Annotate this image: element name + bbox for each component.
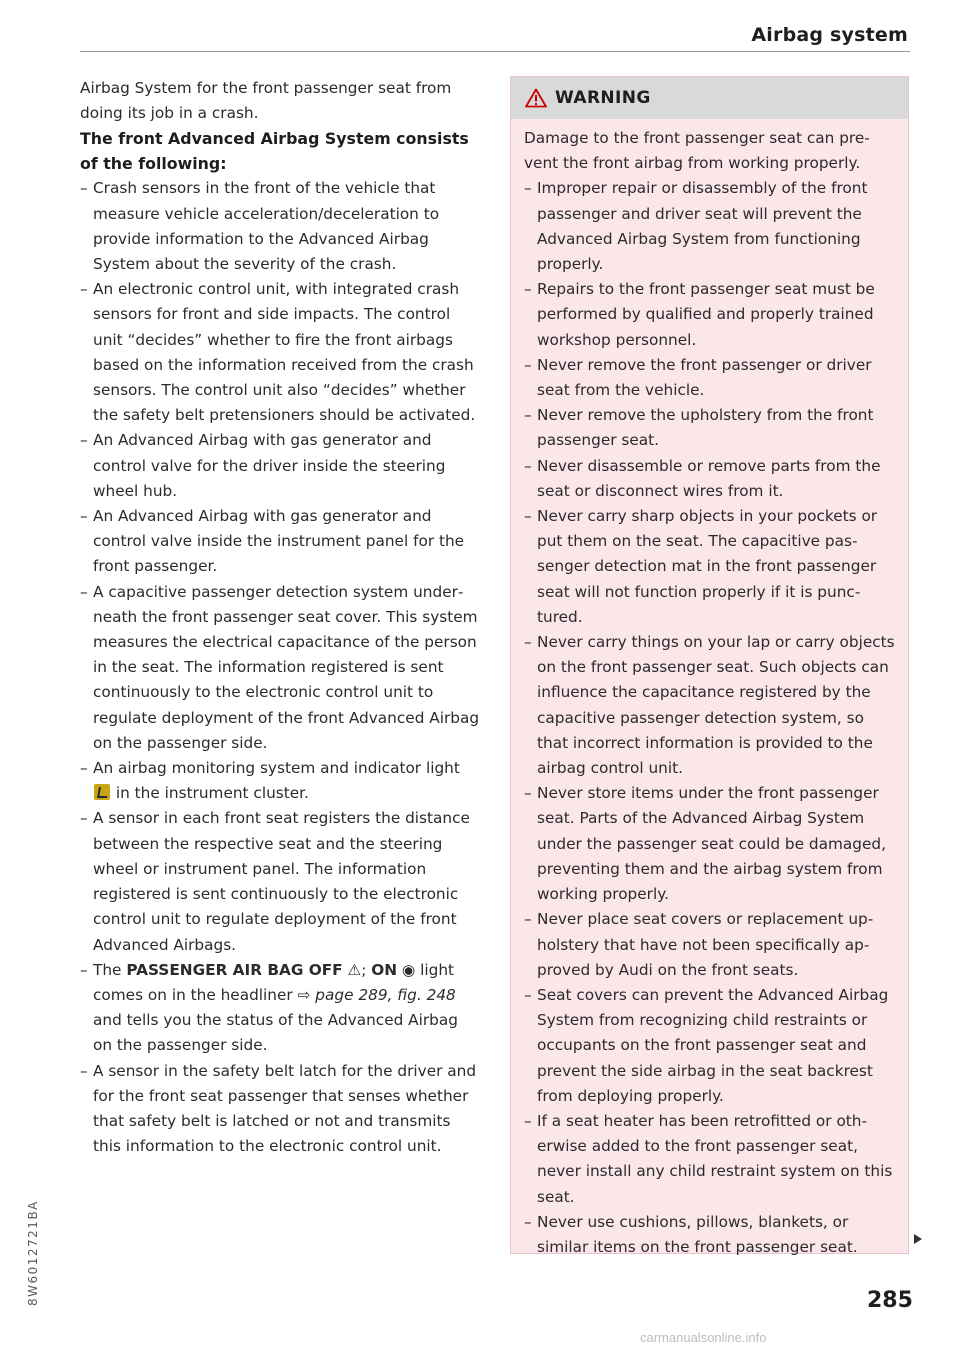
separator: ;: [361, 960, 367, 979]
left-column: [80, 76, 480, 1159]
list-item: – Repairs to the front passenger seat must be performed by qualified and properly trained workshop personnel.: [524, 277, 896, 353]
list-item: – An Advanced Airbag with gas generator and control valve inside the instrument panel for the front passenger.: [80, 504, 480, 580]
list-item: – Never carry sharp objects in your pockets or put them on the seat. The capacitive passenger detection mat in the front passenger seat will not function properly if it is punctured.: [524, 504, 896, 630]
list-item-text: The: [93, 960, 122, 979]
section-title: Airbag system: [751, 24, 908, 46]
airbag-warning-light-icon: [94, 784, 110, 800]
warning-header: [511, 77, 908, 119]
warning-box: [510, 76, 909, 1254]
list-item-text: in the instrument cluster.: [115, 784, 309, 803]
passenger-airbag-on-icon: ◉: [401, 960, 416, 979]
list-item: – If a seat heater has been retrofitted or otherwise added to the front passenger seat, never install any child restraint system on this seat.: [524, 1109, 896, 1210]
watermark: carmanualsonline.info: [640, 1330, 767, 1345]
passenger-airbag-off-label: PASSENGER AIR BAG OFF: [126, 960, 343, 979]
list-item: [80, 756, 480, 806]
continue-arrow-icon: [914, 1234, 922, 1244]
subheading: The front Advanced Airbag System consists of the following:: [80, 129, 469, 174]
warning-triangle-icon: [525, 88, 547, 108]
list-item: – A capacitive passenger detection system underneath the front passenger seat cover. This system measures the electrical capacitance of the person in the seat. The information registered is sent continuously to the electronic control unit to regulate deployment of the front Advanced Airbag on the passenger side.: [80, 580, 480, 756]
list-item: – An electronic control unit, with integrated crash sensors for front and side impacts. The control unit “decides” whether to fire the front airbags based on the information received from the crash sensors. The control unit also “decides” whether the safety belt pretensioners should be activated.: [80, 277, 480, 428]
warning-list: [524, 176, 896, 1260]
list-item: – Crash sensors in the front of the vehicle that measure vehicle acceleration/deceleration to provide information to the Advanced Airbag System about the severity of the crash.: [80, 176, 480, 277]
header-rule: [80, 51, 910, 52]
list-item: – Improper repair or disassembly of the front passenger and driver seat will prevent the Advanced Airbag System from functioning properly.: [524, 176, 896, 277]
list-item: [80, 958, 480, 1059]
passenger-airbag-on-label: ON: [371, 960, 398, 979]
list-item: – Never remove the front passenger or driver seat from the vehicle.: [524, 353, 896, 403]
list-item: – Seat covers can prevent the Advanced Airbag System from recognizing child restraints or occupants on the front passenger seat and prevent the side airbag in the seat backrest from deploying properly.: [524, 983, 896, 1109]
list-item: – Never place seat covers or replacement upholstery that have not been specifically approved by Audi on the front seats.: [524, 907, 896, 983]
page-number: 285: [867, 1288, 913, 1313]
list-item: – A sensor in the safety belt latch for the driver and for the front seat passenger that senses whether that safety belt is latched or not and transmits this information to the electronic control unit.: [80, 1059, 480, 1160]
warning-body: [511, 119, 908, 1260]
list-item: – An Advanced Airbag with gas generator and control valve for the driver inside the steering wheel hub.: [80, 428, 480, 504]
list-item: – Never disassemble or remove parts from the seat or disconnect wires from it.: [524, 454, 896, 504]
list-item: – Never use cushions, pillows, blankets, or similar items on the front passenger seat.: [524, 1210, 896, 1260]
intro-paragraph: Airbag System for the front passenger seat from doing its job in a crash.: [80, 79, 452, 123]
components-list: [80, 176, 480, 1159]
warning-intro: Damage to the front passenger seat can prevent the front airbag from working properly.: [524, 129, 870, 173]
list-item-text: light comes on in the headliner: [93, 960, 455, 1004]
warning-title: WARNING: [555, 88, 651, 108]
list-item: – Never carry things on your lap or carry objects on the front passenger seat. Such objects can influence the capacitance registered by the capacitive passenger detection system, so that incorrect information is provided to the airbag control unit.: [524, 630, 896, 781]
document-code: 8W6012721BA: [26, 1200, 40, 1306]
list-item: – A sensor in each front seat registers the distance between the respective seat and the steering wheel or instrument panel. The information registered is sent continuously to the electronic control unit to regulate deployment of the front Advanced Airbags.: [80, 806, 480, 957]
list-item: – Never remove the upholstery from the front passenger seat.: [524, 403, 896, 453]
list-item: – Never store items under the front passenger seat. Parts of the Advanced Airbag System under the passenger seat could be damaged, preventing them and the airbag system from working properly.: [524, 781, 896, 907]
page-reference-link[interactable]: page 289, fig. 248: [315, 985, 456, 1004]
list-item-text: An airbag monitoring system and indicator light: [93, 759, 460, 778]
list-item-text: and tells you the status of the Advanced Airbag on the passenger side.: [93, 1011, 458, 1055]
passenger-airbag-off-icon: ⚠: [347, 960, 362, 979]
arrow-right-icon: ⇨: [297, 985, 311, 1004]
